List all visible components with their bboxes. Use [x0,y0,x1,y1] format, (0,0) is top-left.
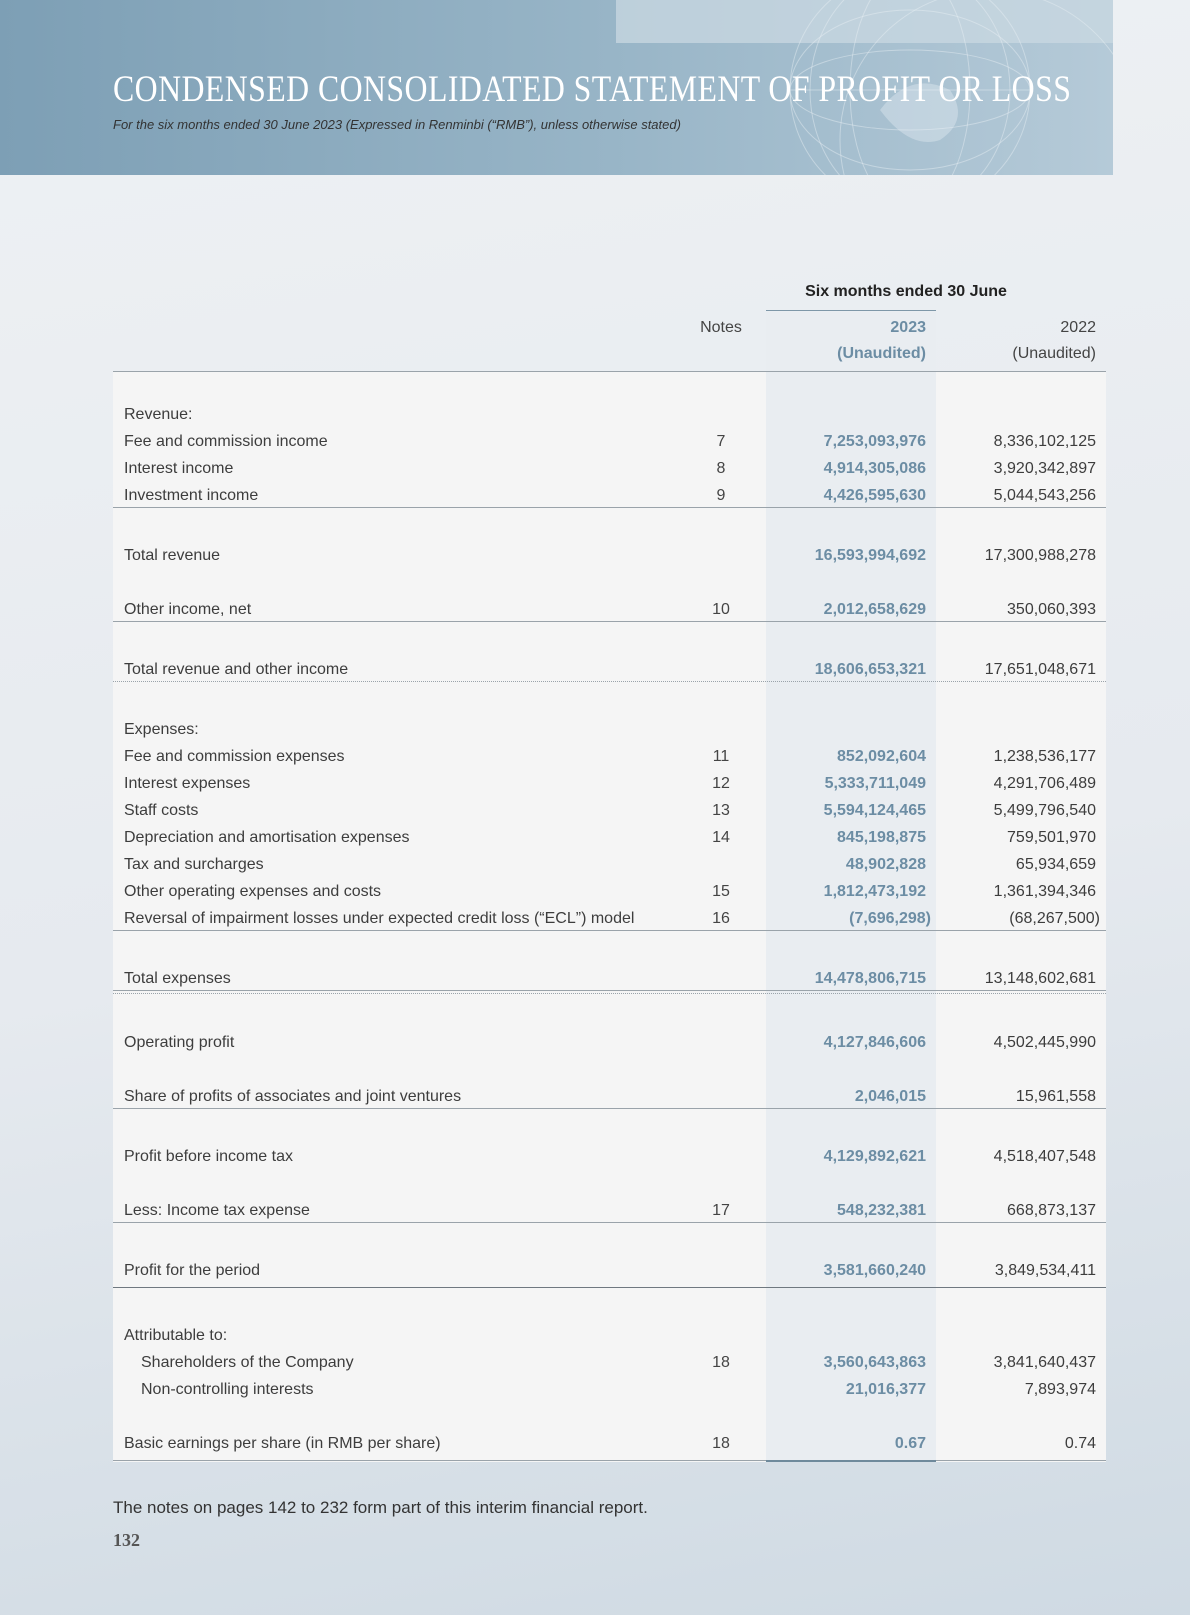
table-row [113,718,1106,742]
row-label: Tax and surcharges [124,856,264,873]
row-note: 10 [712,601,730,618]
value-2023: 4,129,892,621 [823,1148,926,1165]
table-row [113,430,1106,454]
row-label: Other income, net [124,601,252,618]
value-2023: 16,593,994,692 [814,547,926,564]
value-2022: 4,518,407,548 [993,1148,1096,1165]
row-rule [113,507,1106,508]
value-2023: (7,696,298) [849,910,931,927]
table-row [113,1324,1106,1348]
row-label: Depreciation and amortisation expenses [124,829,410,846]
row-rule [113,930,1106,931]
header-banner [0,0,1113,175]
value-2023: 548,232,381 [837,1202,926,1219]
row-label: Investment income [124,487,259,504]
table-row [113,907,1106,931]
year-2023-header: 2023 [890,319,926,336]
value-2022: 8,336,102,125 [993,433,1096,450]
value-2023: 2,046,015 [854,1088,926,1105]
row-label: Share of profits of associates and joint ventures [124,1088,462,1105]
row-note: 8 [716,460,726,477]
value-2023: 4,127,846,606 [823,1034,926,1051]
table-row [113,1378,1106,1402]
value-2023: 14,478,806,715 [814,970,926,987]
table-row [113,658,1106,682]
table-row [113,1432,1106,1456]
row-rule [113,1287,1106,1288]
table-row [113,799,1106,823]
value-2022: 65,934,659 [1015,856,1096,873]
row-label: Total revenue and other income [124,661,349,678]
row-note: 17 [712,1202,730,1219]
row-note: 12 [712,775,730,792]
value-2023: 4,426,595,630 [823,487,926,504]
value-2023: 0.67 [894,1435,926,1452]
row-label: Basic earnings per share (in RMB per share) [124,1435,441,1452]
value-2022: 17,300,988,278 [984,547,1096,564]
table-row [113,598,1106,622]
value-2022: 1,361,394,346 [993,883,1096,900]
value-2022: 13,148,602,681 [984,970,1096,987]
table-row [113,853,1106,877]
row-label: Operating profit [124,1034,235,1051]
row-note: 11 [712,748,730,765]
value-2022: 7,893,974 [1024,1381,1096,1398]
status-2022-header: (Unaudited) [1012,345,1096,362]
table-row [113,484,1106,508]
table-row [113,403,1106,427]
row-note: 15 [712,883,730,900]
value-2023: 5,333,711,049 [824,775,926,792]
row-note: 18 [712,1354,730,1371]
row-note: 7 [716,433,726,450]
column-2023-underline [766,1460,936,1462]
row-label: Profit before income tax [124,1148,293,1165]
row-label: Staff costs [124,802,199,819]
page-number: 132 [113,1530,140,1550]
value-2023: 4,914,305,086 [823,460,926,477]
value-2022: 4,502,445,990 [993,1034,1096,1051]
table-row [113,745,1106,769]
row-note: 13 [712,802,730,819]
period-underline [766,310,936,311]
value-2023: 3,581,660,240 [823,1262,926,1279]
value-2023: 5,594,124,465 [823,802,926,819]
header-rule [113,371,1106,372]
page-title: CONDENSED CONSOLIDATED STATEMENT OF PROFIT OR LOSS [113,69,1072,110]
row-label: Revenue: [124,406,193,423]
row-rule [113,1460,1106,1461]
row-label: Interest income [124,460,234,477]
status-2023-header: (Unaudited) [837,345,926,362]
value-2022: 17,651,048,671 [984,661,1096,678]
table-row [113,967,1106,991]
row-label: Expenses: [124,721,199,738]
value-2022: 668,873,137 [1007,1202,1096,1219]
value-2023: 852,092,604 [837,748,926,765]
row-label: Attributable to: [124,1327,228,1344]
row-label: Shareholders of the Company [141,1354,354,1371]
table-row [113,772,1106,796]
value-2022: 3,920,342,897 [993,460,1096,477]
table-row [113,544,1106,568]
notes-header: Notes [700,319,742,336]
row-rule [113,1108,1106,1109]
table-row [113,880,1106,904]
row-note: 9 [716,487,726,504]
row-label: Profit for the period [124,1262,261,1279]
table-row [113,1259,1106,1283]
table-row [113,457,1106,481]
value-2022: 3,841,640,437 [993,1354,1096,1371]
row-note: 16 [712,910,730,927]
row-label: Interest expenses [124,775,251,792]
value-2023: 1,812,473,192 [823,883,926,900]
value-2022: 1,238,536,177 [993,748,1096,765]
value-2023: 2,012,658,629 [823,601,926,618]
row-label: Non-controlling interests [141,1381,314,1398]
value-2022: 5,499,796,540 [993,802,1096,819]
row-label: Fee and commission expenses [124,748,345,765]
period-header: Six months ended 30 June [805,283,1007,300]
value-2023: 21,016,377 [845,1381,926,1398]
value-2023: 845,198,875 [837,829,926,846]
row-rule [113,681,1106,682]
row-label: Other operating expenses and costs [124,883,382,900]
row-label: Less: Income tax expense [124,1202,310,1219]
value-2023: 7,253,093,976 [823,433,926,450]
year-2022-header: 2022 [1060,319,1096,336]
row-rule [113,621,1106,622]
row-label: Reversal of impairment losses under expected credit loss (“ECL”) model [124,910,635,927]
value-2022: 350,060,393 [1007,601,1096,618]
value-2022: 3,849,534,411 [994,1262,1096,1279]
value-2023: 48,902,828 [845,856,926,873]
table-row [113,1085,1106,1109]
row-note: 14 [712,829,730,846]
value-2022: (68,267,500) [1009,910,1100,927]
value-2022: 0.74 [1064,1435,1096,1452]
footnote: The notes on pages 142 to 232 form part of this interim financial report. [113,1498,648,1517]
table-row [113,1351,1106,1375]
table-row [113,1031,1106,1055]
row-label: Total revenue [124,547,221,564]
value-2022: 4,291,706,489 [993,775,1096,792]
value-2023: 3,560,643,863 [823,1354,926,1371]
table-row [113,1199,1106,1223]
table-row [113,826,1106,850]
value-2023: 18,606,653,321 [814,661,926,678]
row-label: Fee and commission income [124,433,328,450]
value-2022: 15,961,558 [1015,1088,1096,1105]
page-subtitle: For the six months ended 30 June 2023 (Expressed in Renminbi (“RMB”), unless otherwise stated) [113,117,681,132]
value-2022: 759,501,970 [1007,829,1096,846]
table-row [113,1145,1106,1169]
value-2022: 5,044,543,256 [993,487,1096,504]
row-label: Total expenses [124,970,231,987]
row-rule [113,990,1106,994]
row-note: 18 [712,1435,730,1452]
row-rule [113,1222,1106,1223]
